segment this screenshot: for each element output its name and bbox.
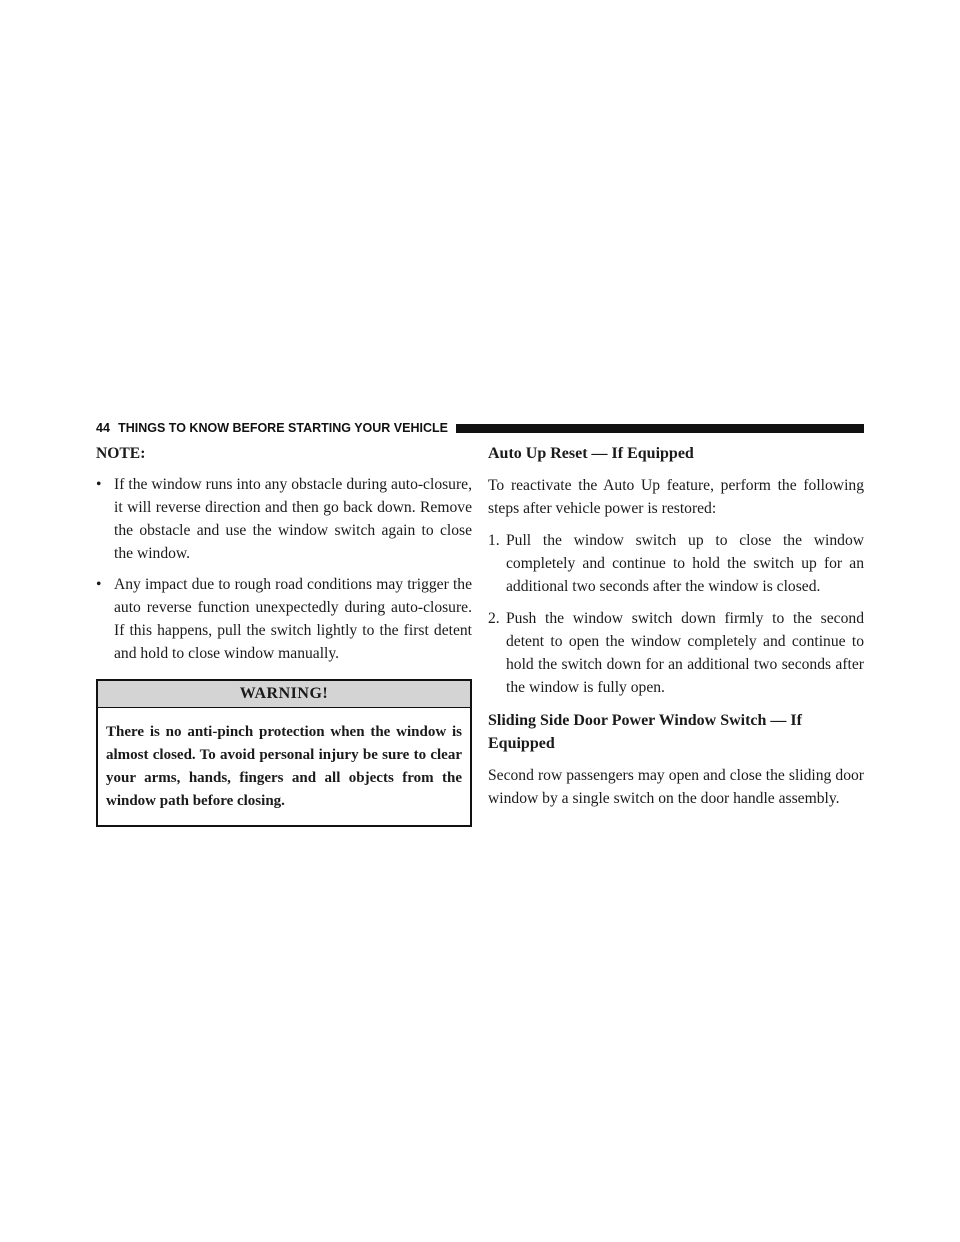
bullet-icon: • [96, 576, 102, 593]
header-rule [456, 424, 864, 433]
step-number: 1. [488, 532, 500, 549]
note-bullet-item [96, 473, 472, 565]
step-item [488, 529, 864, 598]
page-number: 44 [96, 421, 111, 435]
auto-up-reset-intro: To reactivate the Auto Up feature, perform the following steps after vehicle power is restored: [488, 477, 864, 517]
auto-up-reset-heading: Auto Up Reset — If Equipped [488, 445, 694, 462]
note-bullet-list [96, 473, 472, 665]
section-title: THINGS TO KNOW BEFORE STARTING YOUR VEHICLE [118, 421, 448, 435]
step-text: Pull the window switch up to close the window completely and continue to hold the switch up for an additional two seconds after the window is closed. [506, 532, 864, 595]
note-bullet-text: Any impact due to rough road conditions may trigger the auto reverse function unexpectedly during auto-closure. If this happens, pull the switch lightly to the first detent and hold to close window manually. [114, 576, 472, 662]
step-number: 2. [488, 610, 500, 627]
warning-box [96, 679, 472, 827]
note-bullet-text: If the window runs into any obstacle during auto-closure, it will reverse direction and then go back down. Remove the obstacle and use the window switch again to close the window. [114, 476, 472, 562]
step-item [488, 607, 864, 699]
page-header [96, 420, 864, 436]
bullet-icon: • [96, 476, 102, 493]
left-column [96, 442, 472, 827]
sliding-door-paragraph: Second row passengers may open and close the sliding door window by a single switch on the door handle assembly. [488, 767, 864, 807]
right-column [488, 442, 864, 810]
sliding-door-heading: Sliding Side Door Power Window Switch — If Equipped [488, 712, 802, 752]
warning-title: WARNING! [98, 681, 470, 708]
note-label: NOTE: [96, 445, 146, 462]
warning-text: There is no anti-pinch protection when the window is almost closed. To avoid personal injury be sure to clear your arms, hands, fingers and all objects from the window path before closing. [106, 724, 462, 809]
note-bullet-item [96, 573, 472, 665]
reset-steps-list [488, 529, 864, 699]
step-text: Push the window switch down firmly to the second detent to open the window completely and continue to hold the switch down for an additional two seconds after the window is fully open. [506, 610, 864, 696]
